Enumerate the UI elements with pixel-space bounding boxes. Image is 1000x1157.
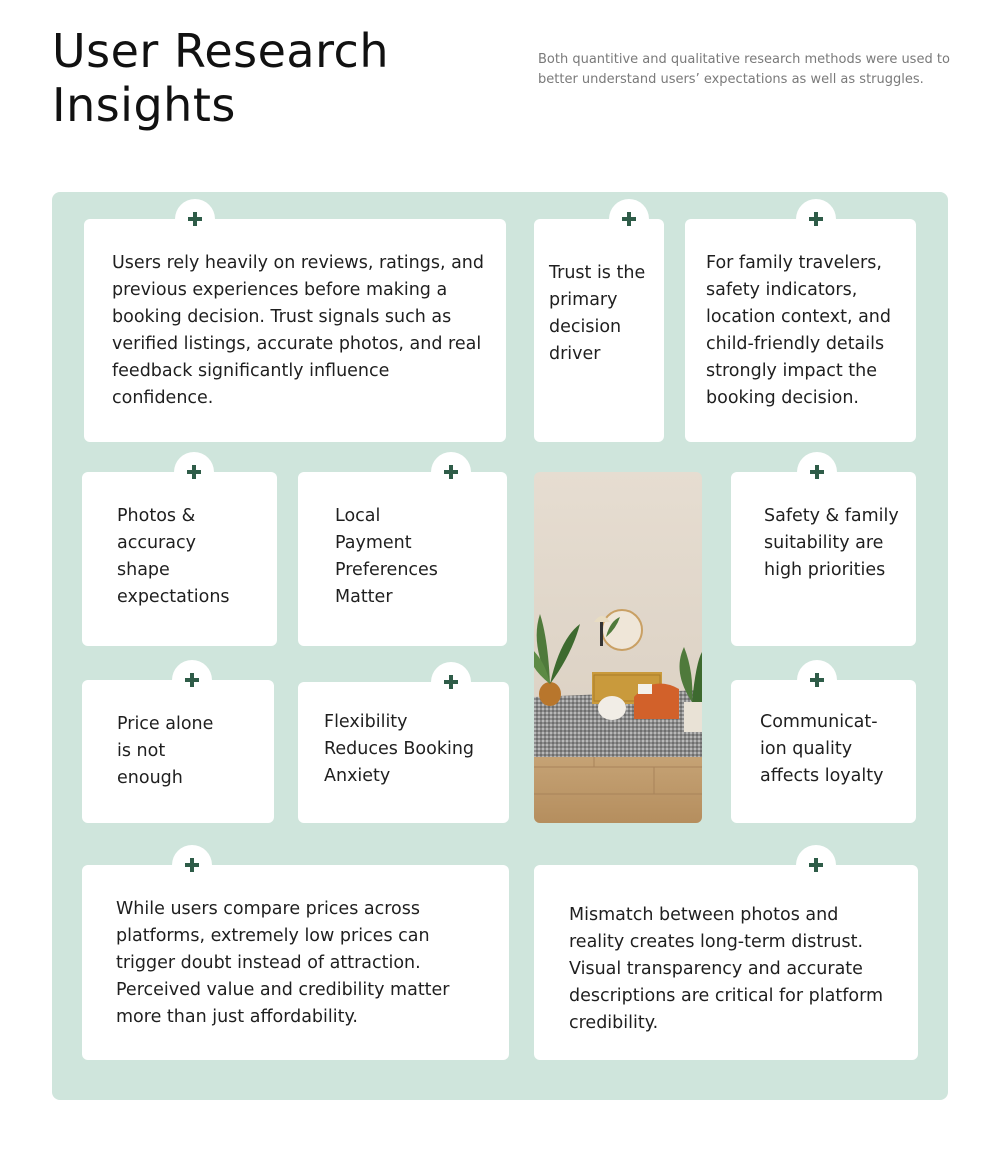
insight-card-flexibility — [298, 682, 509, 823]
page-subtitle: Both quantitive and qualitative research methods were used to better understand users’ expectations as well as struggles. — [538, 52, 950, 87]
insight-card-safety — [731, 472, 916, 646]
insight-text: Flexibility Reduces Booking Anxiety — [324, 712, 475, 786]
plus-icon — [796, 199, 836, 239]
insight-card-compare — [82, 865, 509, 1060]
insight-text: Users rely heavily on reviews, ratings, and previous experiences before making a booking decision. Trust signals such as verified listings, accurate photos, and real feedback significantly influence confidence. — [112, 253, 484, 408]
insight-text: While users compare prices across platforms, extremely low prices can trigger doubt instead of attraction. Perceived value and credibility matter more than just affordability. — [116, 899, 450, 1027]
insight-text: Safety & family suitability are high priorities — [764, 506, 899, 580]
plus-icon — [797, 660, 837, 700]
insight-text: Trust is the primary decision driver — [549, 263, 646, 364]
insight-card-price — [82, 680, 274, 823]
plus-icon — [172, 660, 212, 700]
insight-card-mismatch — [534, 865, 918, 1060]
insight-card-communication — [731, 680, 916, 823]
insight-card-photos — [82, 472, 277, 646]
insight-text: For family travelers, safety indicators, location context, and child-friendly details strongly impact the booking decision. — [706, 253, 892, 408]
insight-card-family — [685, 219, 916, 442]
plus-icon — [175, 199, 215, 239]
plus-icon — [796, 845, 836, 885]
plus-icon — [431, 662, 471, 702]
plus-icon — [431, 452, 471, 492]
plus-icon — [609, 199, 649, 239]
insight-text: Price alone is not enough — [117, 714, 214, 788]
plus-icon — [797, 452, 837, 492]
plus-icon — [174, 452, 214, 492]
insight-text: Photos & accuracy shape expectations — [117, 506, 230, 607]
insight-card-reviews — [84, 219, 506, 442]
insight-card-trust — [534, 219, 664, 442]
insight-text: Mismatch between photos and reality creates long-term distrust. Visual transparency and accurate descriptions are critical for platform credibility. — [569, 905, 884, 1033]
insight-text: Local Payment Preferences Matter — [335, 506, 438, 607]
insight-text: Communicat- ion quality affects loyalty — [760, 712, 884, 786]
plus-icon — [172, 845, 212, 885]
living-room-photo — [534, 472, 702, 823]
insight-card-payment — [298, 472, 507, 646]
page-title: User Research Insights — [52, 24, 389, 132]
